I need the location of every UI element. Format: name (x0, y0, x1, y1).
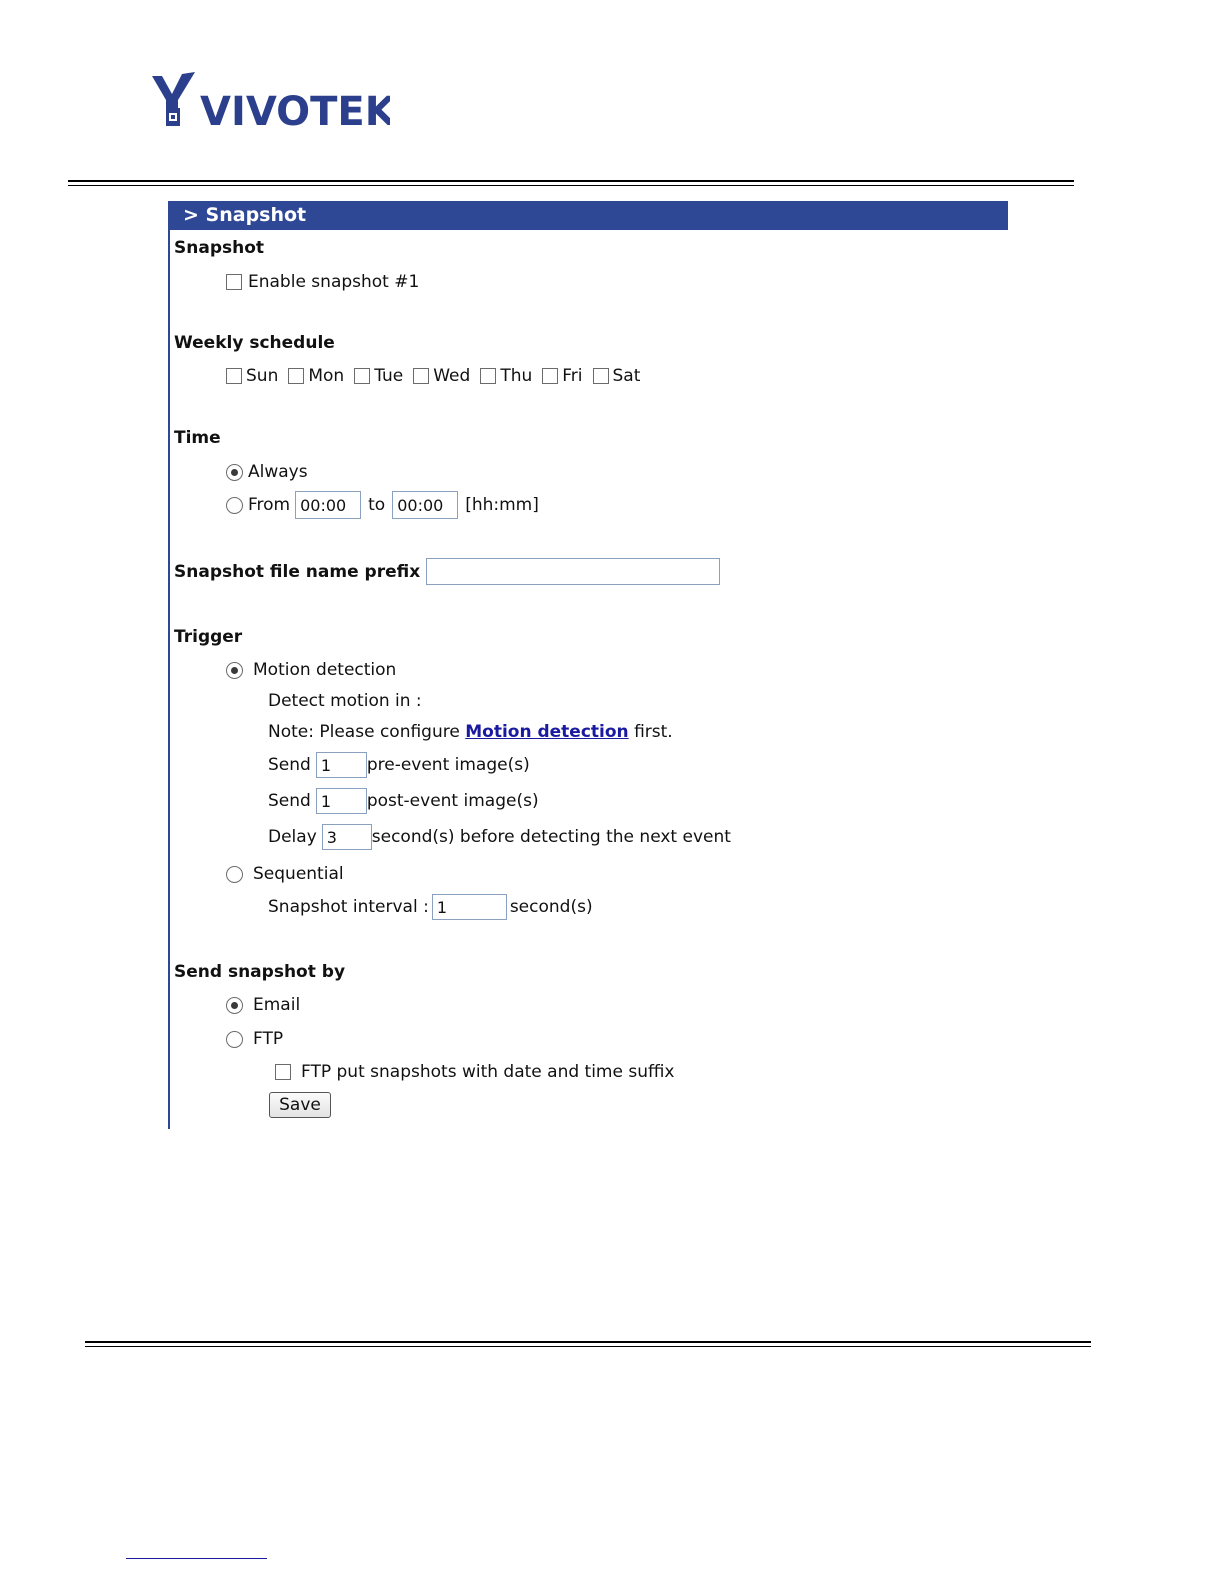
sequential-row (226, 864, 344, 884)
day-sat-checkbox[interactable] (593, 368, 609, 384)
day-wed-checkbox[interactable] (413, 368, 429, 384)
day-fri[interactable] (542, 366, 582, 386)
day-wed-label: Wed (433, 366, 471, 386)
day-sat-label: Sat (612, 366, 641, 386)
weekly-schedule-days (226, 366, 650, 386)
prefix-row (174, 558, 720, 585)
svg-text:VIVOTEK: VIVOTEK (200, 89, 390, 132)
day-thu-label: Thu (500, 366, 533, 386)
snapshot-section-title: Snapshot (174, 238, 265, 258)
day-fri-label: Fri (562, 366, 583, 386)
post-event-input[interactable] (316, 788, 367, 814)
note-prefix: Note: Please configure (268, 722, 460, 742)
note-suffix: first. (634, 722, 673, 742)
detect-motion-label: Detect motion in : (268, 691, 422, 711)
email-label: Email (253, 995, 301, 1015)
day-tue[interactable] (354, 366, 403, 386)
motion-detection-link[interactable]: Motion detection (465, 722, 629, 742)
pre-send-label: Send (268, 755, 311, 775)
time-always-radio[interactable] (226, 464, 243, 481)
ftp-radio[interactable] (226, 1031, 243, 1048)
day-thu[interactable] (480, 366, 532, 386)
time-format-hint: [hh:mm] (465, 495, 539, 515)
day-sun-checkbox[interactable] (226, 368, 242, 384)
vivotek-logo-graphic (150, 72, 390, 132)
day-sat[interactable] (593, 366, 641, 386)
post-send-label: Send (268, 791, 311, 811)
motion-row (226, 660, 396, 680)
time-section-title: Time (174, 428, 221, 448)
sequential-radio[interactable] (226, 866, 243, 883)
time-always-label: Always (248, 462, 308, 482)
post-event-row (268, 788, 539, 814)
day-tue-label: Tue (374, 366, 404, 386)
footer-divider (85, 1341, 1091, 1347)
day-tue-checkbox[interactable] (354, 368, 370, 384)
time-always-row (226, 462, 308, 482)
ftp-suffix-row (275, 1062, 675, 1082)
time-from-input[interactable] (295, 491, 361, 519)
time-to-input[interactable] (392, 491, 458, 519)
send-by-section-title: Send snapshot by (174, 962, 346, 982)
time-to-label: to (368, 495, 386, 515)
email-row (226, 995, 300, 1015)
ftp-suffix-checkbox[interactable] (275, 1064, 291, 1080)
day-fri-checkbox[interactable] (542, 368, 558, 384)
delay-row (268, 824, 731, 850)
day-mon[interactable] (288, 366, 344, 386)
panel-title: > Snapshot (169, 201, 1008, 230)
interval-row (268, 894, 593, 920)
time-from-radio[interactable] (226, 497, 243, 514)
day-wed[interactable] (413, 366, 470, 386)
motion-note (268, 722, 673, 742)
day-sun[interactable] (226, 366, 278, 386)
motion-detection-radio[interactable] (226, 662, 243, 679)
day-sun-label: Sun (246, 366, 279, 386)
pre-event-label: pre-event image(s) (366, 755, 530, 775)
delay-suffix: second(s) before detecting the next event (371, 827, 731, 847)
day-mon-label: Mon (308, 366, 345, 386)
ftp-row (226, 1029, 283, 1049)
time-from-label: From (248, 495, 291, 515)
footer-link-underline (126, 1558, 267, 1559)
prefix-label: Snapshot file name prefix (174, 561, 421, 582)
sequential-label: Sequential (253, 864, 344, 884)
motion-detection-label: Motion detection (253, 660, 397, 680)
pre-event-row (268, 752, 530, 778)
enable-snapshot-row (226, 272, 419, 292)
enable-snapshot-label: Enable snapshot #1 (248, 272, 420, 292)
trigger-section-title: Trigger (174, 627, 243, 647)
time-range-row (226, 491, 539, 519)
delay-input[interactable] (322, 824, 372, 850)
ftp-suffix-label: FTP put snapshots with date and time suffix (301, 1062, 675, 1082)
interval-label: Snapshot interval : (268, 897, 429, 917)
email-radio[interactable] (226, 997, 243, 1014)
prefix-input[interactable] (426, 558, 720, 585)
interval-suffix: second(s) (509, 897, 593, 917)
ftp-label: FTP (253, 1029, 284, 1049)
weekly-schedule-title: Weekly schedule (174, 333, 335, 353)
delay-label: Delay (268, 827, 317, 847)
interval-input[interactable] (432, 894, 507, 920)
panel-border (168, 201, 170, 1129)
save-button[interactable]: Save (269, 1092, 331, 1118)
day-mon-checkbox[interactable] (288, 368, 304, 384)
enable-snapshot-checkbox[interactable] (226, 274, 242, 290)
day-thu-checkbox[interactable] (480, 368, 496, 384)
pre-event-input[interactable] (316, 752, 367, 778)
vivotek-logo (150, 72, 390, 132)
header-divider (68, 180, 1074, 186)
post-event-label: post-event image(s) (366, 791, 539, 811)
